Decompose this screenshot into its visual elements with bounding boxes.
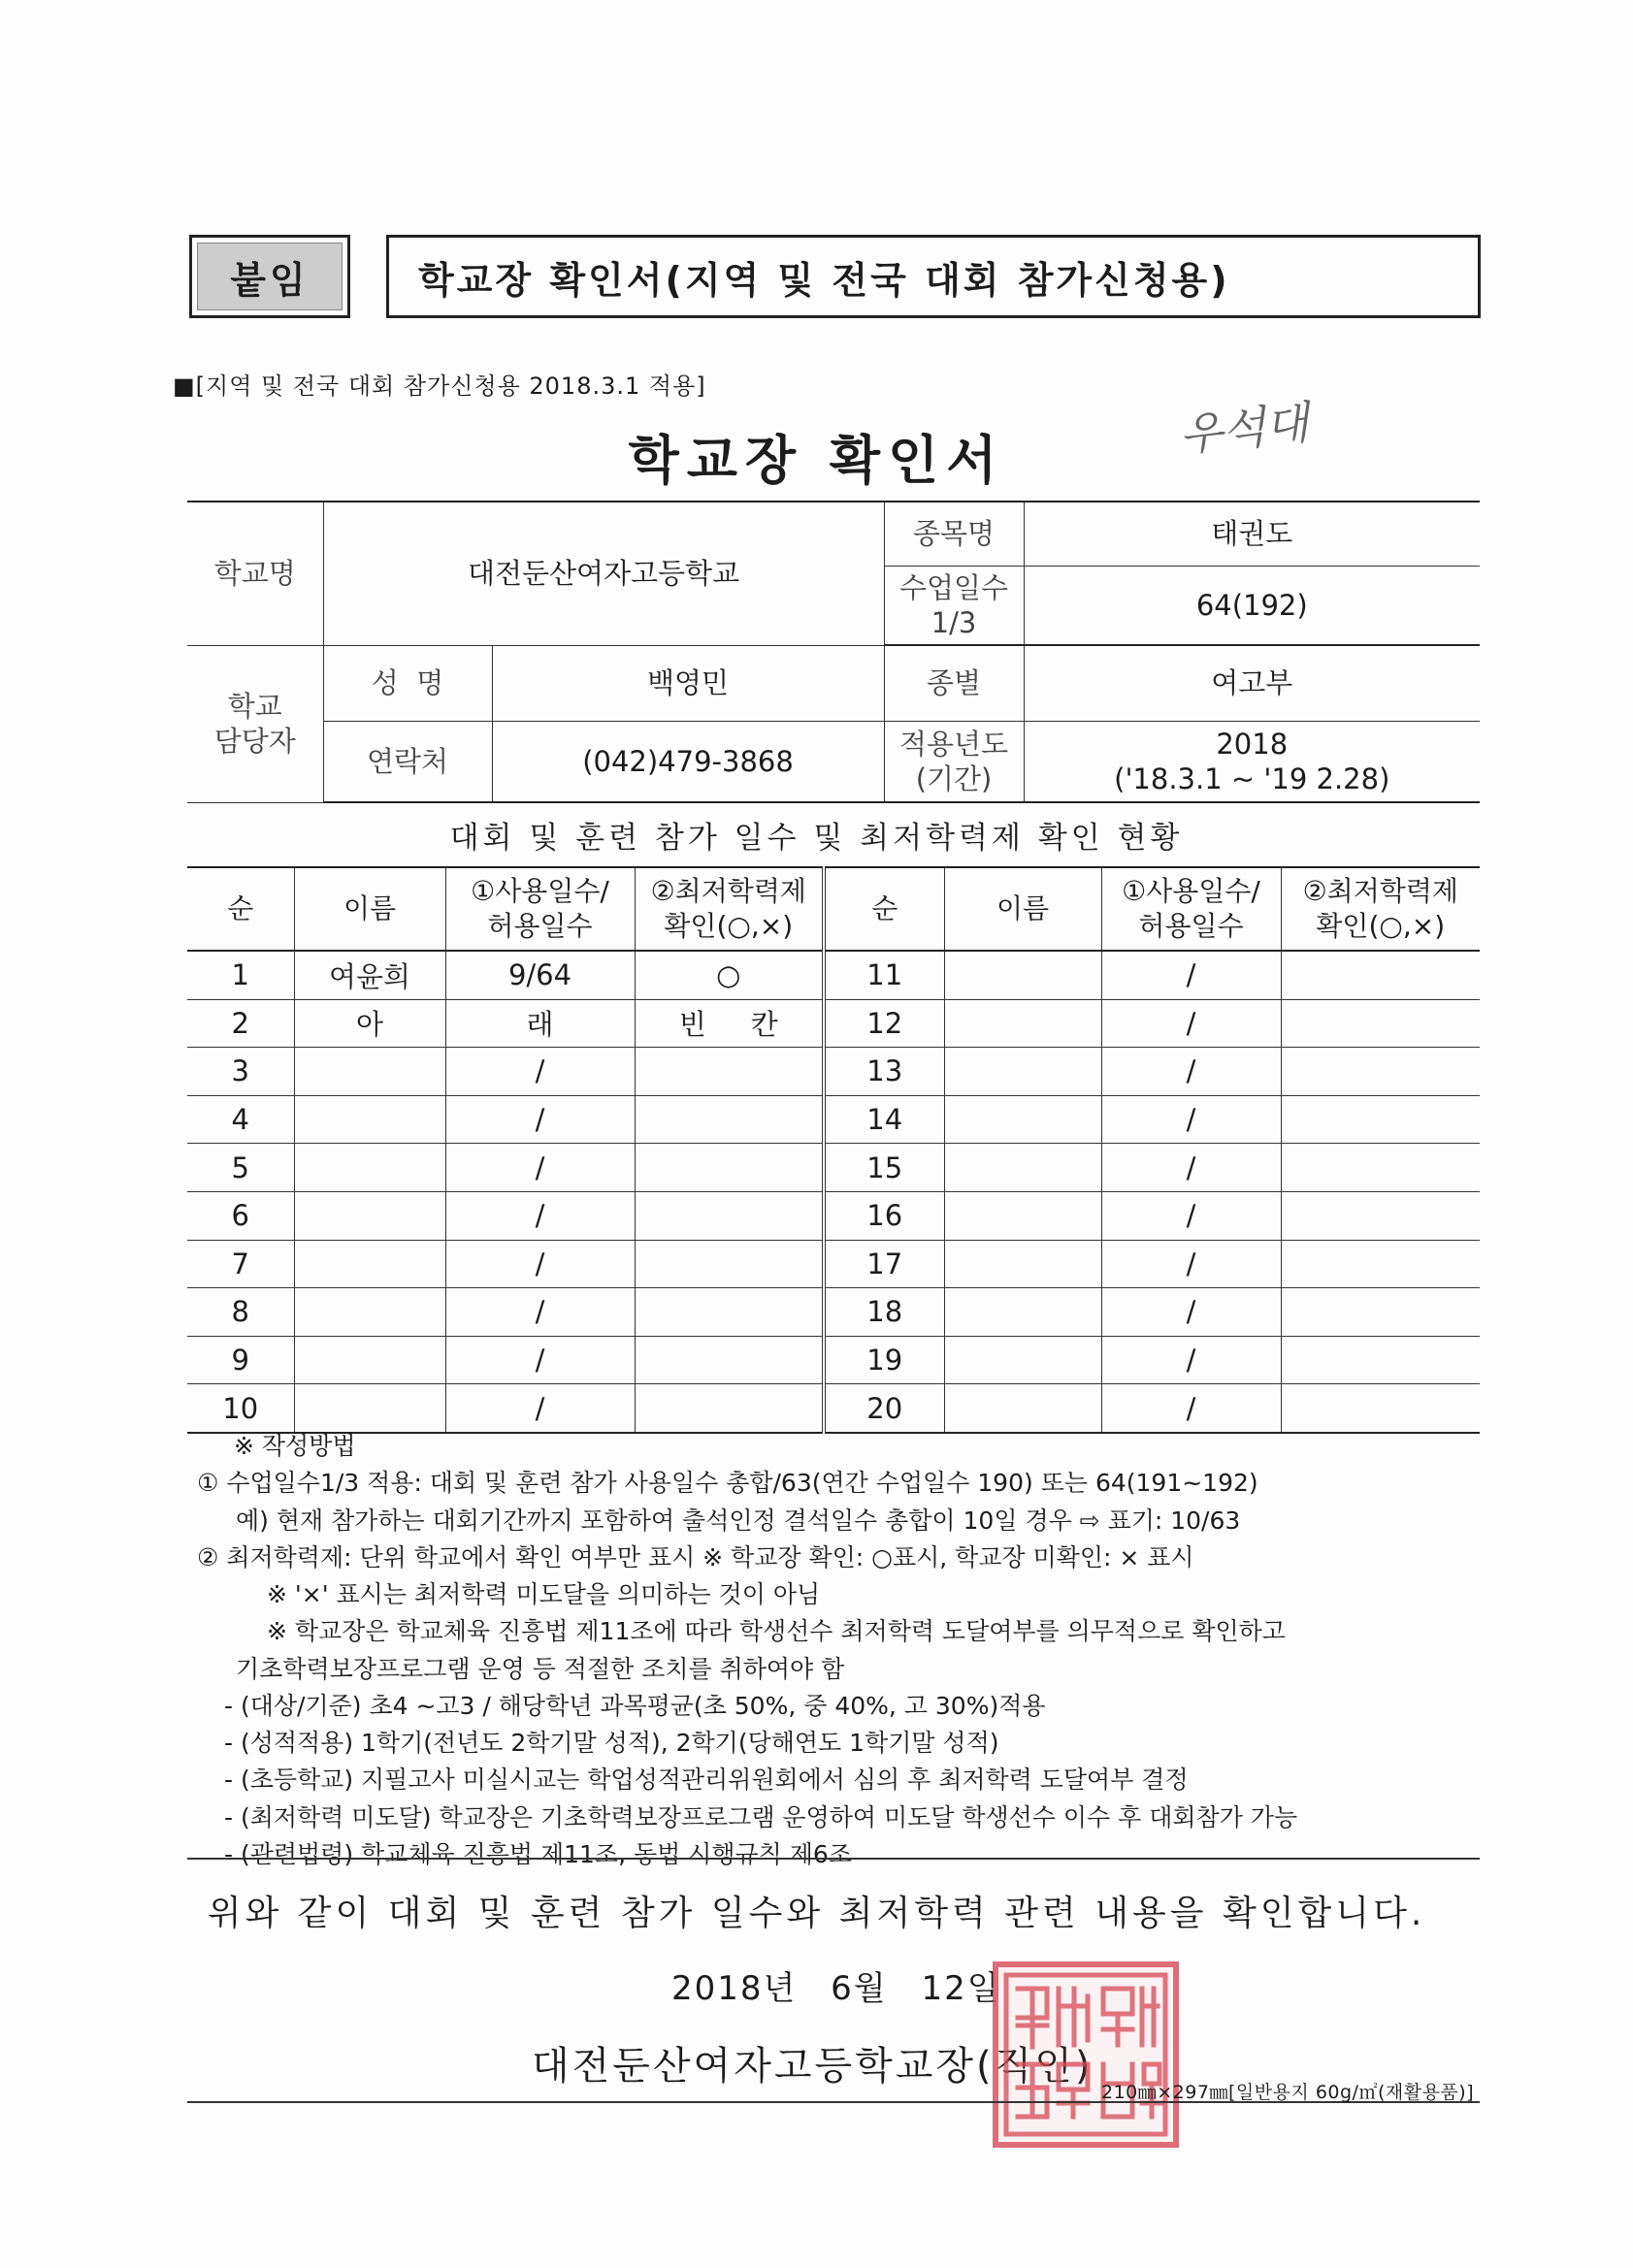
col-days-header-right [1101, 867, 1281, 951]
row-no-right: 20 [824, 1384, 944, 1433]
row-no-right: 19 [824, 1336, 944, 1384]
instruction-line: ① 수업일수1/3 적용: 대회 및 훈련 참가 사용일수 총합/63(연간 수업일수 190) 또는 64(191~192) [197, 1469, 1258, 1498]
row-check [635, 1384, 824, 1433]
class-days-label-line1: 수업일수 [898, 570, 1009, 604]
row-check-right [1281, 1144, 1480, 1192]
row-days-right: / [1101, 1048, 1281, 1096]
col-check-header-line2: 확인(○,×) [664, 910, 794, 942]
applied-year-label [884, 721, 1024, 802]
row-check-right [1281, 1191, 1480, 1240]
category-label: 종별 [884, 645, 1024, 721]
col-check-header-right [1281, 867, 1480, 951]
row-check [635, 1095, 824, 1144]
row-no-right: 12 [824, 999, 944, 1048]
instruction-line: ※ '×' 표시는 최저학력 미도달을 의미하는 것이 아님 [267, 1580, 821, 1608]
class-days-value: 64(192) [1024, 566, 1480, 645]
instruction-line: - (최저학력 미도달) 학교장은 기초학력보장프로그램 운영하여 미도달 학생선수 이수 후 대회참가 가능 [224, 1802, 1298, 1831]
instruction-line: - (대상/기준) 초4 ~고3 / 해당학년 과목평균(초 50%, 중 40%, 고 30%)적용 [224, 1691, 1046, 1720]
confirmation-statement: 위와 같이 대회 및 훈련 참가 일수와 최저학력 관련 내용을 확인합니다. [207, 1894, 1426, 1933]
row-name [294, 1095, 445, 1144]
row-no: 7 [187, 1240, 294, 1288]
handwritten-note: 우석대 [1176, 396, 1312, 462]
instruction-line: 예) 현재 참가하는 대회기간까지 포함하여 출석인정 결석일수 총합이 10일 경우 ⇨ 표기: 10/63 [236, 1506, 1241, 1535]
col-name-header: 이름 [294, 867, 445, 951]
participants-header-row [187, 867, 1480, 951]
row-days: 9/64 [445, 951, 635, 999]
row-name [294, 1048, 445, 1096]
col-check-header [635, 867, 824, 951]
row-days: / [445, 1191, 635, 1240]
row-days-right: / [1101, 1095, 1281, 1144]
table-row [187, 1240, 1480, 1288]
table-row [187, 1095, 1480, 1144]
col-days-header [445, 867, 635, 951]
participants-table [187, 866, 1480, 1434]
signature-school-principal: 대전둔산여자고등학교장(직인) [532, 2044, 1094, 2089]
row-days-right: / [1101, 1384, 1281, 1433]
attachment-tag-box [189, 235, 350, 318]
instruction-line: - (초등학교) 지필고사 미실시교는 학업성적관리위원회에서 심의 후 최저학력 도달여부 결정 [224, 1766, 1189, 1795]
paper-spec: 210㎜×297㎜[일반용지 60g/㎡(재활용품)] [1101, 2082, 1475, 2103]
row-no: 6 [187, 1191, 294, 1240]
row-check [635, 1336, 824, 1384]
row-name-right [944, 951, 1101, 999]
row-no: 4 [187, 1095, 294, 1144]
row-name-right [944, 1191, 1101, 1240]
row-days-right: / [1101, 1240, 1281, 1288]
manager-name-label: 성 명 [323, 645, 492, 721]
row-no-right: 15 [824, 1144, 944, 1192]
manager-label-line1: 학교 [227, 689, 282, 723]
row-no-right: 14 [824, 1095, 944, 1144]
class-days-label [884, 566, 1024, 645]
col-days-header-right-line1: ①사용일수/ [1122, 874, 1260, 907]
row-days-right: / [1101, 1191, 1281, 1240]
school-name-value: 대전둔산여자고등학교 [323, 502, 884, 645]
row-name-right [944, 1240, 1101, 1288]
row-days-right: / [1101, 999, 1281, 1048]
table-row [187, 951, 1480, 999]
manager-label-line2: 담당자 [213, 725, 296, 758]
row-days-right: / [1101, 1144, 1281, 1192]
table-row [187, 1191, 1480, 1240]
notice-line: ■[지역 및 전국 대회 참가신청용 2018.3.1 적용] [173, 373, 706, 400]
row-days-right: / [1101, 1288, 1281, 1337]
col-check-header-line1: ②최저학력제 [650, 874, 806, 907]
applied-year-value [1024, 721, 1480, 802]
col-days-header-line1: ①사용일수/ [471, 874, 609, 907]
table-row [187, 1048, 1480, 1096]
row-name: 아 [294, 999, 445, 1048]
table-row [187, 999, 1480, 1048]
contact-label: 연락처 [323, 721, 492, 802]
col-no-header: 순 [187, 867, 294, 951]
row-name [294, 1240, 445, 1288]
manager-label [187, 645, 323, 802]
row-name-right [944, 1144, 1101, 1192]
row-check-right [1281, 1095, 1480, 1144]
row-name [294, 1384, 445, 1433]
applied-year-label-line2: (기간) [915, 761, 993, 795]
row-check-right [1281, 951, 1480, 999]
row-days: / [445, 1240, 635, 1288]
instruction-line: 기초학력보장프로그램 운영 등 적절한 조치를 취하여야 함 [236, 1654, 845, 1683]
instructions-section [197, 1428, 1497, 1873]
row-check [635, 1240, 824, 1288]
table-row [187, 1384, 1480, 1433]
row-no: 2 [187, 999, 294, 1048]
row-days: / [445, 1095, 635, 1144]
row-no: 8 [187, 1288, 294, 1337]
col-days-header-right-line2: 허용일수 [1138, 910, 1244, 942]
instruction-line: - (성적적용) 1학기(전년도 2학기말 성적), 2학기(당해연도 1학기말 성적) [224, 1729, 999, 1757]
row-name: 여윤희 [294, 951, 445, 999]
table-row [187, 1336, 1480, 1384]
signature-date: 2018년 6월 12일 [671, 1969, 1001, 2008]
col-no-header-right: 순 [824, 867, 944, 951]
row-days: / [445, 1048, 635, 1096]
table-row [187, 1144, 1480, 1192]
row-check-right [1281, 1048, 1480, 1096]
row-check [635, 1288, 824, 1337]
row-name [294, 1144, 445, 1192]
instruction-line: ※ 학교장은 학교체육 진흥법 제11조에 따라 학생선수 최저학력 도달여부를 의무적으로 확인하고 [267, 1617, 1286, 1646]
row-name-right [944, 1384, 1101, 1433]
row-no-right: 13 [824, 1048, 944, 1096]
attachment-tag: 붙임 [197, 243, 343, 310]
row-name-right [944, 1048, 1101, 1096]
col-check-header-right-line1: ②최저학력제 [1302, 874, 1458, 907]
main-title: 학교장 확인서 [628, 430, 1005, 491]
school-info-table [187, 501, 1480, 803]
row-check-right [1281, 1384, 1480, 1433]
table-row [187, 1288, 1480, 1337]
instructions-heading: ※ 작성방법 [234, 1432, 356, 1460]
row-days: / [445, 1144, 635, 1192]
row-days: 래 [445, 999, 635, 1048]
category-value: 여고부 [1024, 645, 1480, 721]
row-days-right: / [1101, 1336, 1281, 1384]
row-check: ○ [635, 951, 824, 999]
row-no: 10 [187, 1384, 294, 1433]
row-check [635, 1191, 824, 1240]
row-check-right [1281, 1288, 1480, 1337]
row-no: 5 [187, 1144, 294, 1192]
instruction-line: ② 최저학력제: 단위 학교에서 확인 여부만 표시 ※ 학교장 확인: ○표시, 학교장 미확인: × 표시 [197, 1542, 1194, 1571]
row-no: 9 [187, 1336, 294, 1384]
row-name [294, 1336, 445, 1384]
applied-period: ('18.3.1 ~ '19 2.28) [1114, 761, 1390, 795]
event-label: 종목명 [884, 502, 1024, 566]
col-check-header-right-line2: 확인(○,×) [1316, 910, 1446, 942]
row-days: / [445, 1288, 635, 1337]
instruction-line: - (관련법령) 학교체육 진흥법 제11조, 동법 시행규칙 제6조 [224, 1839, 852, 1868]
document-header-title: 학교장 확인서(지역 및 전국 대회 참가신청용) [386, 235, 1481, 318]
row-name-right [944, 1336, 1101, 1384]
col-name-header-right: 이름 [944, 867, 1101, 951]
applied-year: 2018 [1216, 727, 1289, 761]
row-days: / [445, 1336, 635, 1384]
applied-year-label-line1: 적용년도 [898, 727, 1009, 761]
manager-name-value: 백영민 [492, 645, 884, 721]
row-no: 3 [187, 1048, 294, 1096]
school-name-label: 학교명 [187, 502, 323, 645]
row-check: 빈 칸 [635, 999, 824, 1048]
row-name-right [944, 1288, 1101, 1337]
row-name-right [944, 999, 1101, 1048]
row-days-right: / [1101, 951, 1281, 999]
row-name-right [944, 1095, 1101, 1144]
instructions-divider [187, 1858, 1480, 1860]
row-name [294, 1191, 445, 1240]
row-no: 1 [187, 951, 294, 999]
event-value: 태권도 [1024, 502, 1480, 566]
class-days-label-line2: 1/3 [931, 605, 977, 639]
row-check-right [1281, 999, 1480, 1048]
row-check-right [1281, 1336, 1480, 1384]
row-no-right: 17 [824, 1240, 944, 1288]
row-no-right: 16 [824, 1191, 944, 1240]
status-section-title: 대회 및 훈련 참가 일수 및 최저학력제 확인 현황 [449, 821, 1184, 856]
row-name [294, 1288, 445, 1337]
row-check [635, 1048, 824, 1096]
row-check [635, 1144, 824, 1192]
official-seal-icon [993, 1961, 1179, 2148]
seal-glyphs-icon [998, 1967, 1173, 2142]
col-days-header-line2: 허용일수 [487, 910, 593, 942]
row-no-right: 11 [824, 951, 944, 999]
row-check-right [1281, 1240, 1480, 1288]
row-days: / [445, 1384, 635, 1433]
contact-value: (042)479-3868 [492, 721, 884, 802]
row-no-right: 18 [824, 1288, 944, 1337]
